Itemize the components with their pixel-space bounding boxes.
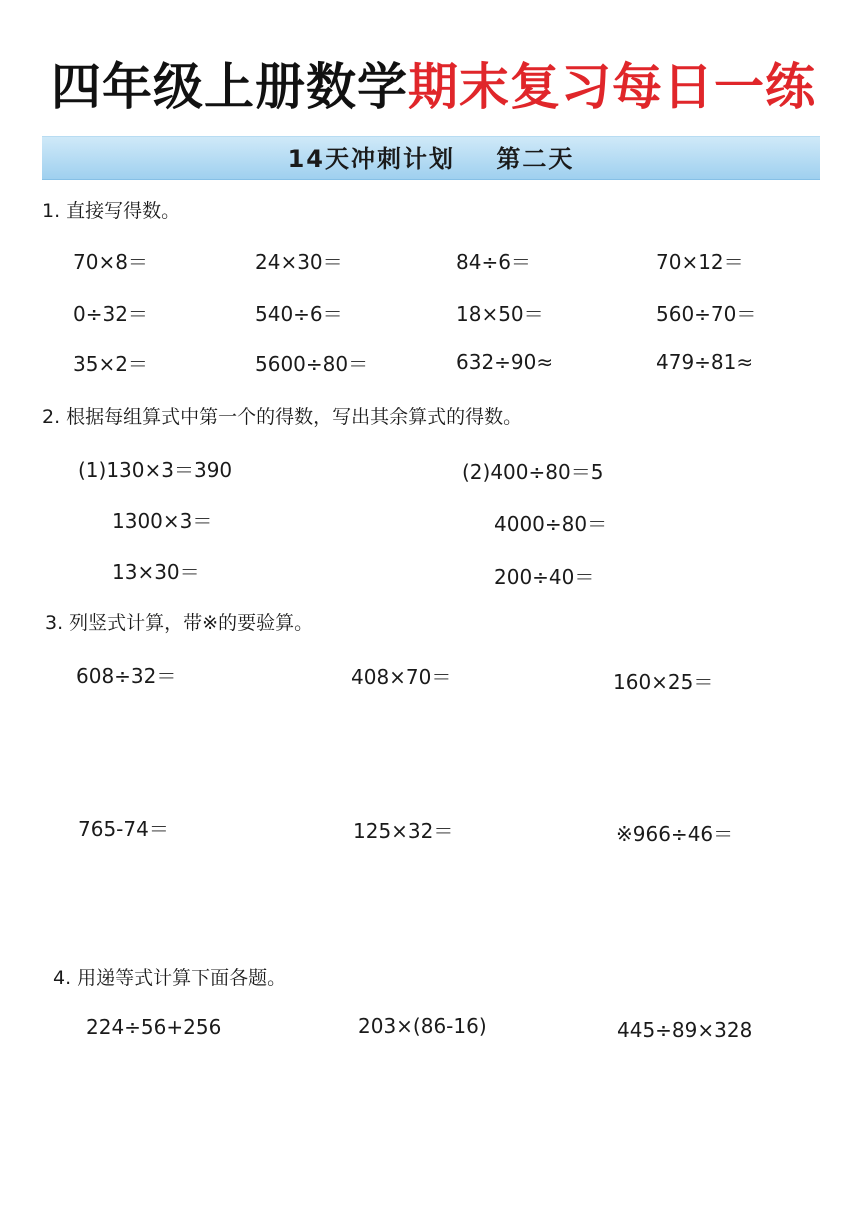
title-red-part: 期末复习每日一练 <box>408 58 816 116</box>
s1-item: 84÷6＝ <box>456 250 531 274</box>
s1-item: 479÷81≈ <box>656 350 754 374</box>
section2-heading: 2. 根据每组算式中第一个的得数，写出其余算式的得数。 <box>42 406 523 428</box>
s1-item: 540÷6＝ <box>255 302 343 326</box>
s4-item: 224÷56+256 <box>86 1015 222 1039</box>
s2-group2-item: (2)400÷80＝5 <box>462 460 604 484</box>
s2-group1-item: 1300×3＝ <box>112 509 213 533</box>
s2-group1-item: (1)130×3＝390 <box>78 458 233 482</box>
section1-heading: 1. 直接写得数。 <box>42 200 181 222</box>
page-title <box>0 52 867 122</box>
s2-group2-item: 200÷40＝ <box>494 565 595 589</box>
s2-group1-item: 13×30＝ <box>112 560 200 584</box>
s1-item: 35×2＝ <box>73 352 148 376</box>
section4-heading: 4. 用递等式计算下面各题。 <box>53 967 287 989</box>
day-banner <box>42 136 820 180</box>
s1-item: 18×50＝ <box>456 302 544 326</box>
s4-item: 445÷89×328 <box>617 1018 753 1042</box>
title-black-part: 四年级上册数学 <box>51 58 408 116</box>
banner-day: 第二天 <box>496 145 575 173</box>
s1-item: 70×8＝ <box>73 250 148 274</box>
s4-item: 203×(86-16) <box>358 1014 487 1038</box>
s1-item: 5600÷80＝ <box>255 352 369 376</box>
section3-heading: 3. 列竖式计算，带※的要验算。 <box>45 612 314 634</box>
s1-item: 632÷90≈ <box>456 350 554 374</box>
s3-item: 125×32＝ <box>353 819 454 843</box>
s1-item: 0÷32＝ <box>73 302 148 326</box>
s3-item: ※966÷46＝ <box>616 822 734 846</box>
banner-plan: 14天冲刺计划 <box>287 145 455 173</box>
s3-item: 160×25＝ <box>613 670 714 694</box>
s1-item: 24×30＝ <box>255 250 343 274</box>
s3-item: 608÷32＝ <box>76 664 177 688</box>
s3-item: 408×70＝ <box>351 665 452 689</box>
s2-group2-item: 4000÷80＝ <box>494 512 608 536</box>
s3-item: 765-74＝ <box>78 817 169 841</box>
s1-item: 70×12＝ <box>656 250 744 274</box>
s1-item: 560÷70＝ <box>656 302 757 326</box>
